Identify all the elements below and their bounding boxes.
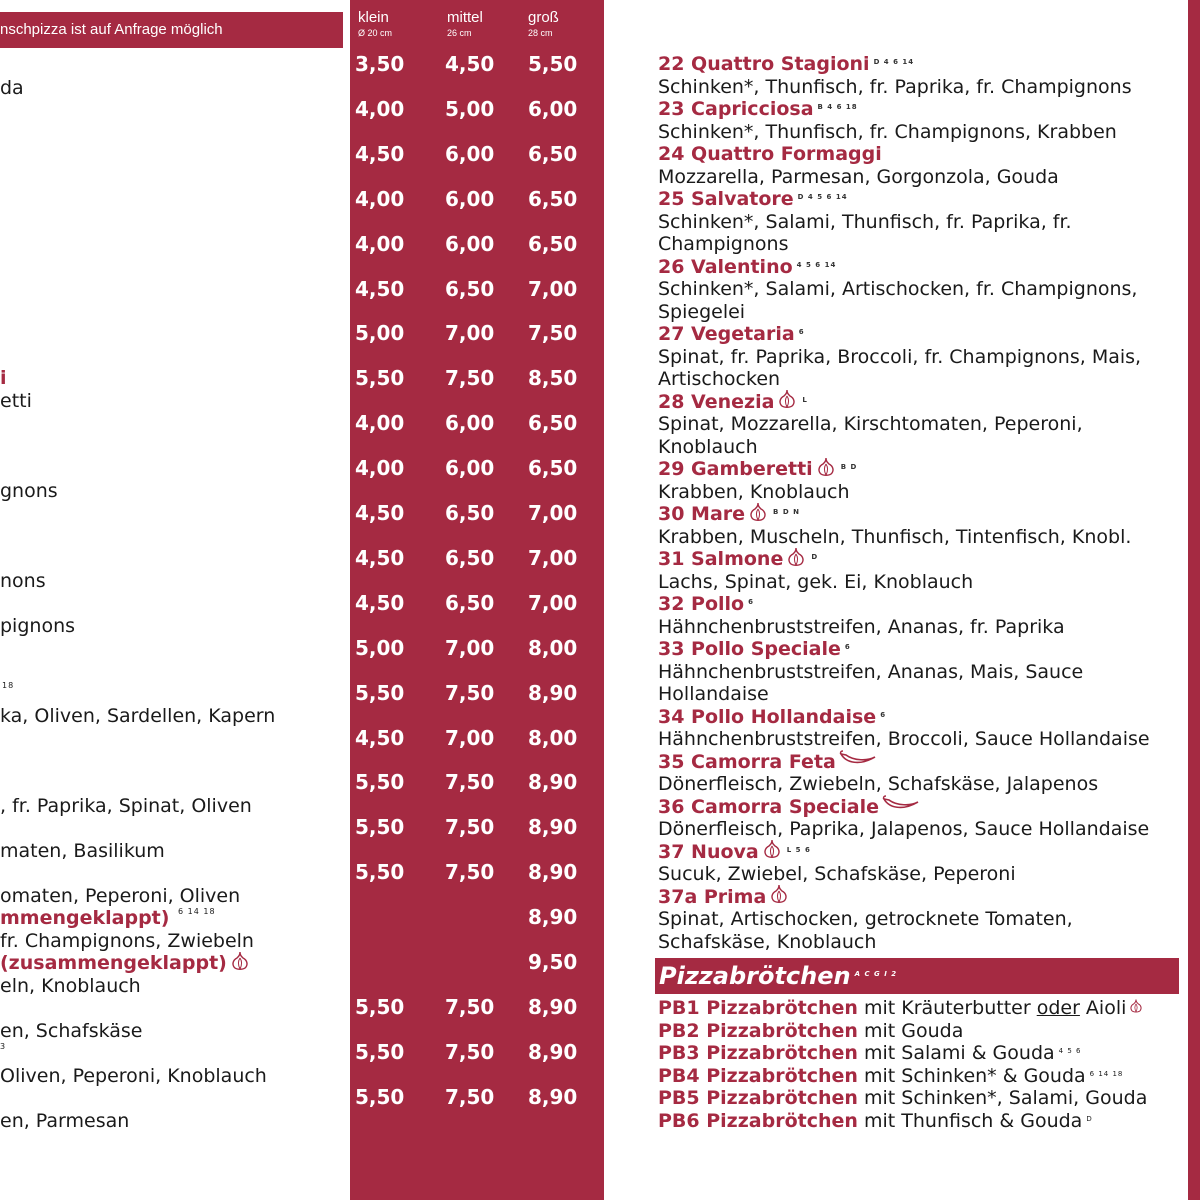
left-pizza-name: (zusammengeklappt) [0,952,251,975]
price-klein: 4,50 [355,725,405,750]
allergen-sup: 4 5 6 14 [796,260,837,269]
price-row [350,1040,604,1064]
pizza-ingredients: Schinken*, Thunfisch, fr. Champignons, Krabben [658,120,1117,143]
price-mittel: 7,50 [445,994,495,1019]
pizza-name: 26 Valentino $^{4 5 6 14}$ [658,255,837,278]
pizza-ingredients: Spiegelei [658,300,746,323]
info-banner [0,12,343,48]
banner-text: nschpizza ist auf Anfrage möglich [0,21,223,38]
allergen-sup: 4 5 6 [1058,1047,1082,1055]
price-mittel: 7,50 [445,770,495,795]
size-header-gross: groß 28 cm [528,9,559,38]
chili-icon [881,794,921,814]
left-pizza-desc: eln, Knoblauch [0,975,141,997]
price-row [350,277,604,301]
price-mittel: 6,00 [445,456,495,481]
left-pizza-desc: en, Parmesan [0,1110,130,1132]
pizza-name: 37 Nuova $^{L 5 6}$ [658,841,811,864]
pizzabroetchen-header [655,958,1179,994]
price-gross: 7,00 [528,501,578,525]
price-gross: 8,90 [528,680,578,705]
price-row [350,411,604,435]
pizza-ingredients: Krabben, Muscheln, Thunfisch, Tintenfisch, Knobl. [658,525,1132,548]
pizzabroetchen-desc: mit Schinken* & Gouda [857,1064,1086,1087]
price-klein: 4,50 [355,276,405,301]
pizza-name: 37a Prima [658,886,790,909]
pizzabroetchen-title-sup: A C G I 2 [854,970,898,978]
price-row [350,905,604,929]
price-row [350,232,604,256]
garlic-icon [785,546,807,568]
price-klein: 4,50 [355,545,405,570]
price-gross: 8,90 [528,1039,578,1064]
price-mittel: 6,50 [445,501,495,525]
price-klein: 4,50 [355,141,405,166]
price-gross: 8,90 [528,770,578,795]
price-mittel: 7,50 [445,1084,495,1109]
pizzabroetchen-name: PB1 Pizzabrötchen [658,997,858,1019]
price-klein: 3,50 [355,52,405,76]
allergen-sup: D 4 6 14 [873,58,915,66]
price-klein: 4,50 [355,501,405,525]
left-pizza-desc: ka, Oliven, Sardellen, Kapern [0,705,276,727]
price-row [350,456,604,480]
pizzabroetchen-desc: mit Gouda [857,1019,964,1042]
price-row [350,950,604,974]
pizza-name: 27 Vegetaria $^6$ [658,323,805,345]
price-mittel: 6,50 [445,276,495,301]
pizza-ingredients: Hähnchenbruststreifen, Ananas, Mais, Sauce [658,660,1084,683]
price-mittel: 7,00 [445,725,495,750]
pizzabroetchen-item [658,1087,1147,1109]
garlic-icon [768,883,790,905]
price-klein: 5,50 [355,1084,405,1109]
left-allergen-sup: 3 [0,1042,7,1051]
price-mittel: 7,50 [445,860,495,885]
allergen-sup: B 4 6 18 [817,103,858,111]
pizza-ingredients: Schinken*, Thunfisch, fr. Paprika, fr. Champignons [658,75,1132,98]
price-gross: 6,50 [528,411,578,436]
pizzabroetchen-item [658,1065,1123,1087]
price-row [350,860,604,884]
chili-icon [838,749,878,769]
size-header-mittel: mittel 26 cm [447,9,483,38]
allergen-sup: 6 [798,328,805,336]
pizzabroetchen-title: Pizzabrötchen [659,962,851,990]
price-mittel: 6,00 [445,186,495,211]
pizzabroetchen-desc: mit Kräuterbutter oder Aioli [857,997,1127,1019]
price-klein: 5,00 [355,321,405,346]
price-row [350,546,604,570]
pizza-ingredients: Hähnchenbruststreifen, Ananas, fr. Paprika [658,615,1065,638]
pizzabroetchen-item [658,1020,963,1042]
price-gross: 8,90 [528,1084,578,1109]
pizzabroetchen-name: PB6 Pizzabrötchen [658,1109,858,1132]
price-gross: 9,50 [528,950,578,974]
pizza-ingredients: Lachs, Spinat, gek. Ei, Knoblauch [658,570,974,593]
garlic-icon [229,950,251,972]
price-row [350,187,604,211]
price-row [350,501,604,525]
left-pizza-desc: pignons [0,615,76,637]
pizzabroetchen-desc: mit Salami & Gouda [857,1042,1055,1064]
pizza-name: 34 Pollo Hollandaise $^6$ [658,705,887,728]
pizzabroetchen-name: PB2 Pizzabrötchen [658,1019,858,1042]
pizzabroetchen-name: PB3 Pizzabrötchen [658,1042,858,1064]
left-pizza-desc: fr. Champignons, Zwiebeln [0,930,254,952]
price-mittel: 6,00 [445,141,495,166]
allergen-sup: 6 14 18 [1089,1069,1124,1078]
left-allergen-sup: 18 [2,681,15,690]
pizza-ingredients: Spinat, Artischocken, getrocknete Tomaten, [658,908,1073,930]
pizza-ingredients: Spinat, Mozzarella, Kirschtomaten, Peperoni, [658,413,1083,435]
price-klein: 5,50 [355,860,405,885]
underlined-word: oder [1036,997,1080,1019]
price-row [350,1085,604,1109]
price-gross: 6,50 [528,141,578,166]
pizza-name: 31 Salmone $^D$ [658,548,818,571]
pizza-ingredients: Sucuk, Zwiebel, Schafskäse, Peperoni [658,863,1016,885]
garlic-icon [747,501,769,523]
price-gross: 8,90 [528,994,578,1019]
price-gross: 7,00 [528,276,578,301]
price-gross: 7,00 [528,545,578,570]
price-mittel: 7,00 [445,635,495,660]
price-row [350,142,604,166]
price-gross: 6,50 [528,456,578,481]
allergen-sup: B D N [773,508,800,516]
price-gross: 8,90 [528,905,578,930]
price-klein: 5,50 [355,1039,405,1064]
allergen-sup: D [1086,1114,1093,1123]
price-mittel: 7,50 [445,680,495,705]
price-gross: 8,90 [528,860,578,885]
price-row [350,995,604,1019]
pizza-name: 25 Salvatore $^{D 4 5 6 14}$ [658,188,848,210]
price-row [350,636,604,660]
price-klein: 4,00 [355,456,405,481]
price-row [350,726,604,750]
left-pizza-desc: gnons [0,480,58,502]
left-pizza-desc: nons [0,570,46,592]
pizza-ingredients: Hähnchenbruststreifen, Broccoli, Sauce Hollandaise [658,728,1150,750]
allergen-sup: 6 [880,710,887,719]
price-klein: 5,50 [355,366,405,391]
pizza-name: 33 Pollo Speciale $^6$ [658,638,851,660]
price-klein: 4,00 [355,96,405,121]
price-klein: 5,00 [355,635,405,660]
pizzabroetchen-name: PB4 Pizzabrötchen [658,1064,858,1087]
price-mittel: 6,50 [445,590,495,615]
size-header-klein: klein Ø 20 cm [358,9,393,38]
price-mittel: 6,50 [445,545,495,570]
price-gross: 7,00 [528,590,578,615]
garlic-icon [776,388,798,410]
price-row [350,681,604,705]
pizza-ingredients: Schinken*, Salami, Thunfisch, fr. Paprika, fr. [658,210,1072,233]
pizza-ingredients: Champignons [658,233,789,255]
price-mittel: 7,50 [445,1039,495,1064]
price-klein: 5,50 [355,815,405,840]
pizzabroetchen-item [658,1110,1093,1132]
price-mittel: 7,00 [445,321,495,346]
garlic-icon [761,838,783,860]
pizzabroetchen-item [658,997,1144,1019]
price-gross: 6,50 [528,186,578,211]
pizza-ingredients: Schafskäse, Knoblauch [658,930,877,953]
pizza-name: 24 Quattro Formaggi [658,143,882,165]
allergen-sup: L 5 6 [786,845,811,854]
pizza-name: 35 Camorra Feta [658,751,878,773]
left-pizza-desc: en, Schafskäse [0,1020,143,1042]
price-gross: 8,90 [528,815,578,840]
price-row [350,97,604,121]
left-pizza-name: i [0,367,7,389]
pizza-name: 23 Capricciosa $^{B 4 6 18}$ [658,98,858,120]
price-mittel: 7,50 [445,815,495,840]
left-pizza-name: mmengeklappt) [0,907,170,929]
price-row [350,321,604,345]
pizza-name: 28 Venezia $^L$ [658,391,808,414]
price-row [350,815,604,839]
price-klein: 4,00 [355,231,405,256]
price-gross: 6,50 [528,231,578,256]
price-gross: 8,50 [528,366,578,391]
price-mittel: 7,50 [445,366,495,391]
price-row [350,366,604,390]
pizzabroetchen-item [658,1042,1081,1064]
pizza-name: 32 Pollo $^6$ [658,593,754,615]
pizza-ingredients: Knoblauch [658,435,758,458]
allergen-sup: 6 [844,643,851,651]
garlic-icon [1128,998,1144,1014]
price-column [350,0,604,1200]
pizza-ingredients: Krabben, Knoblauch [658,480,850,503]
pizza-ingredients: Dönerfleisch, Zwiebeln, Schafskäse, Jalapenos [658,773,1099,795]
pizza-name: 30 Mare $^{B D N}$ [658,503,800,526]
allergen-sup: D [811,553,819,561]
garlic-icon [815,456,837,478]
left-pizza-desc: , fr. Paprika, Spinat, Oliven [0,795,252,817]
allergen-sup: L [802,395,808,404]
left-allergen-sup: 6 14 18 [178,907,216,916]
price-mittel: 6,00 [445,411,495,436]
price-klein: 5,50 [355,770,405,795]
price-gross: 5,50 [528,52,578,76]
price-mittel: 4,50 [445,52,495,76]
pizza-ingredients: Hollandaise [658,683,769,705]
left-pizza-desc: etti [0,390,32,412]
price-klein: 5,50 [355,680,405,705]
price-gross: 7,50 [528,321,578,346]
pizzabroetchen-desc: mit Thunfisch & Gouda [857,1109,1083,1132]
price-klein: 4,00 [355,411,405,436]
allergen-sup: B D [840,463,858,471]
price-klein: 5,50 [355,994,405,1019]
price-row [350,591,604,615]
pizza-name: 29 Gamberetti $^{B D}$ [658,458,857,481]
price-mittel: 6,00 [445,231,495,256]
pizza-ingredients: Artischocken [658,368,781,390]
price-row [350,770,604,794]
allergen-sup: 6 [748,598,754,606]
price-gross: 8,00 [528,725,578,750]
pizza-ingredients: Dönerfleisch, Paprika, Jalapenos, Sauce Hollandaise [658,818,1150,840]
price-gross: 6,00 [528,96,578,121]
pizza-ingredients: Mozzarella, Parmesan, Gorgonzola, Gouda [658,165,1059,188]
left-pizza-desc: omaten, Peperoni, Oliven [0,885,241,907]
price-klein: 4,00 [355,186,405,211]
pizza-name: 22 Quattro Stagioni $^{D 4 6 14}$ [658,53,915,75]
price-mittel: 5,00 [445,96,495,121]
left-pizza-desc: da [0,77,24,99]
allergen-sup: D 4 5 6 14 [797,193,848,201]
pizza-ingredients: Spinat, fr. Paprika, Broccoli, fr. Champignons, Mais, [658,345,1142,368]
pizza-ingredients: Schinken*, Salami, Artischocken, fr. Champignons, [658,278,1138,300]
pizza-name: 36 Camorra Speciale [658,796,921,818]
price-gross: 8,00 [528,635,578,660]
price-row [350,52,604,76]
left-pizza-desc: maten, Basilikum [0,840,165,862]
price-klein: 4,50 [355,590,405,615]
left-pizza-desc: Oliven, Peperoni, Knoblauch [0,1065,267,1087]
next-page-price-strip [1188,0,1200,1200]
pizzabroetchen-desc: mit Schinken*, Salami, Gouda [857,1087,1148,1109]
pizzabroetchen-name: PB5 Pizzabrötchen [658,1087,858,1109]
